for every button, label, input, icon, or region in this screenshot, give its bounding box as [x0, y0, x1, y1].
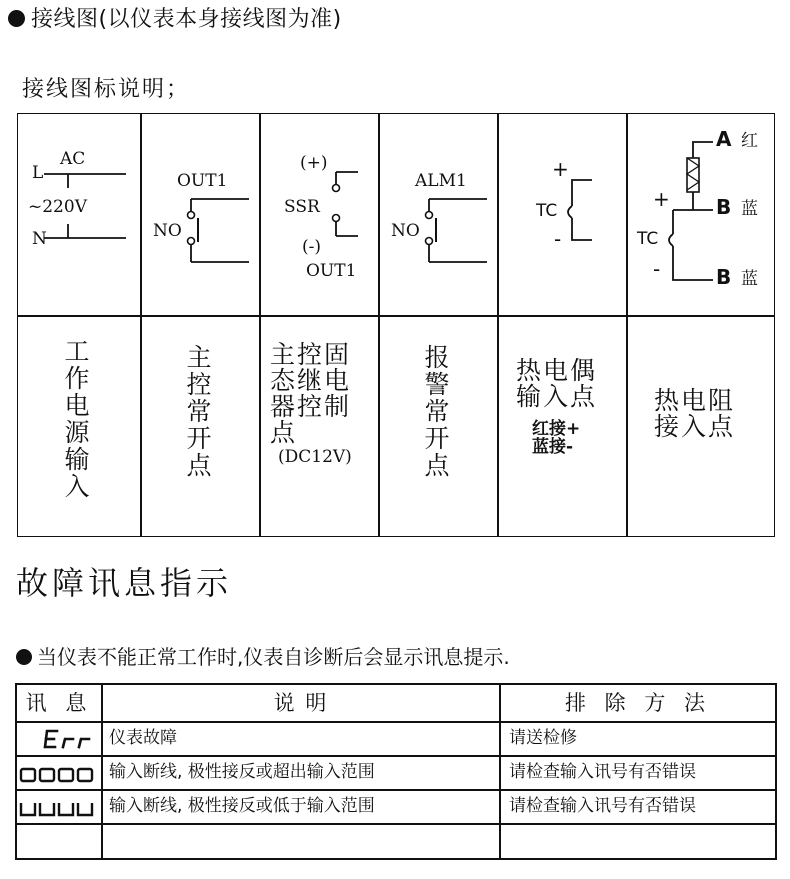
no-label: NO [153, 221, 182, 241]
row1-desc: 仪表故障 [109, 728, 177, 748]
rtd-plus-label: + [653, 187, 670, 211]
ssr-out1-label: OUT1 [306, 261, 357, 281]
ssr-desc: 主控固 态继电 器控制 点 (DC12V) [270, 340, 352, 467]
power-diagram [18, 114, 140, 314]
err-code-display [17, 723, 101, 755]
tc-diagram [498, 114, 626, 314]
table-row [17, 791, 101, 823]
tc-plus-label: + [552, 157, 569, 181]
ssr-diagram [260, 114, 378, 314]
main-output-diagram [141, 114, 259, 314]
legend-title: 接线图标说明； [22, 77, 191, 102]
rtd-red-label: 红 [741, 131, 758, 151]
l-label: L [32, 163, 44, 183]
table-row [17, 757, 101, 789]
alarm-no-label: NO [391, 221, 420, 241]
rtd-a-label: A [716, 127, 732, 151]
fault-note: 当仪表不能正常工作时,仪表自诊断后会显示讯息提示. [16, 641, 510, 670]
header-message: 讯 息 [25, 691, 93, 715]
wiring-table [17, 113, 775, 537]
alarm-relay-symbol [379, 114, 497, 314]
row1-fix: 请送检修 [509, 728, 577, 748]
tc-label: TC [536, 201, 558, 221]
out1-label: OUT1 [177, 171, 228, 191]
tc-desc: 热电偶 输入点 红接+ 蓝接- [516, 356, 598, 457]
fault-title: 故障讯息指示 [16, 564, 233, 602]
alarm-desc: 报 警 常 开 点 [424, 343, 450, 480]
relay-symbol [141, 114, 259, 314]
header-fix: 排 除 方 法 [564, 691, 712, 715]
rtd-tc-label: TC [637, 229, 659, 249]
ac-label: AC [60, 149, 86, 169]
wiring-heading: 接线图(以仪表本身接线图为准) [8, 2, 342, 33]
ssr-minus-label: (-) [302, 237, 322, 257]
row2-desc: 输入断线, 极性接反或超出输入范围 [109, 762, 375, 782]
oooo-code-display [17, 757, 101, 789]
ssr-label: SSR [284, 197, 320, 217]
power-desc: 工 作 电 源 输 入 [64, 337, 90, 501]
row3-desc: 输入断线, 极性接反或低于输入范围 [109, 796, 375, 816]
tc-minus-label: - [554, 227, 562, 251]
main-output-desc: 主 控 常 开 点 [186, 343, 212, 480]
alm1-label: ALM1 [415, 171, 467, 191]
voltage-label: ~220V [28, 197, 87, 217]
rtd-b1-label: B [716, 195, 732, 219]
rtd-blue1-label: 蓝 [741, 199, 758, 219]
fault-table [15, 683, 777, 860]
rtd-diagram [627, 114, 774, 314]
rtd-blue2-label: 蓝 [741, 269, 758, 289]
rtd-minus-label: - [653, 257, 661, 281]
uuuu-code-display [17, 791, 101, 823]
row3-fix: 请检查输入讯号有否错误 [509, 796, 696, 816]
row2-fix: 请检查输入讯号有否错误 [509, 762, 696, 782]
n-label: N [32, 229, 47, 249]
rtd-b2-label: B [716, 265, 732, 289]
table-row [17, 723, 101, 755]
alarm-diagram [379, 114, 497, 314]
bullet-icon [16, 649, 32, 665]
header-description: 说 明 [273, 691, 329, 715]
ssr-plus-label: (+) [300, 153, 328, 173]
thermocouple-symbol [498, 114, 626, 314]
rtd-desc: 热电阻 接入点 [654, 386, 736, 441]
bullet-icon [8, 10, 25, 27]
